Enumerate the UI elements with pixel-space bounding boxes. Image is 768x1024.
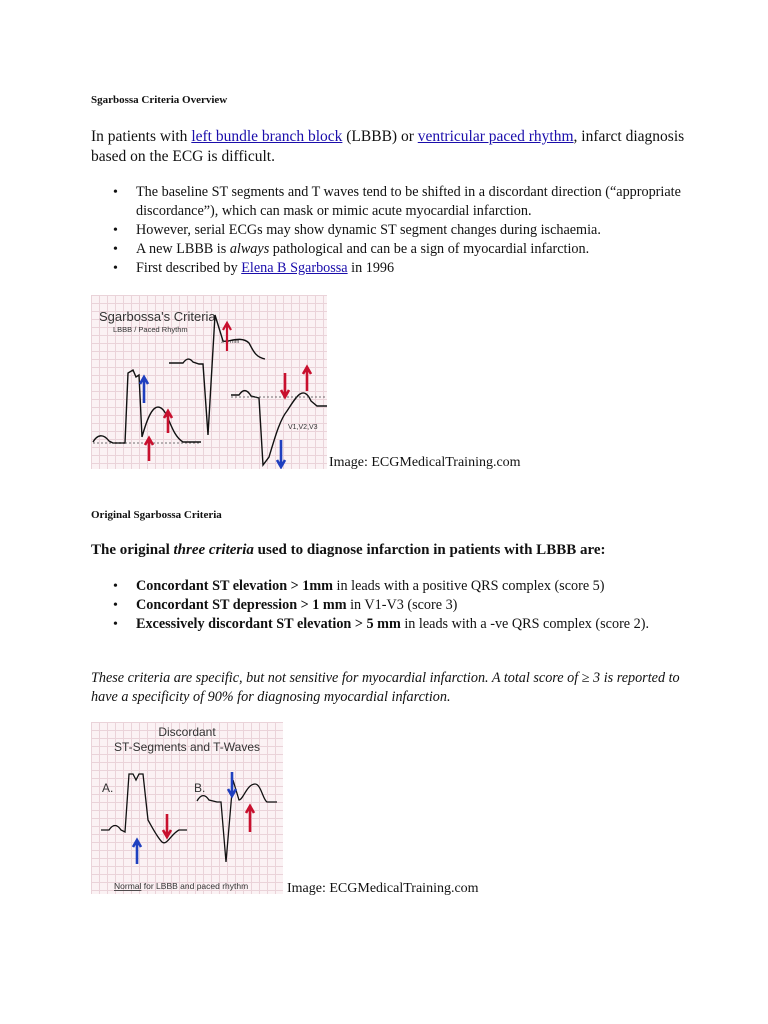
- discordant-st-ecg-image: [91, 722, 283, 894]
- overview-bullet-list: [91, 183, 681, 278]
- ecg-trace-a: [101, 774, 187, 843]
- list-item: [91, 577, 681, 596]
- emphasis-always: always: [229, 241, 270, 257]
- figure2-title-line1: Discordant: [158, 725, 216, 739]
- red-up-arrow: [145, 438, 153, 461]
- list-item: • The baseline ST segments and T waves tend to be shifted in a discordant direction (“appropriate discordance”), which can mask or mimic acute myocardial infarction.: [91, 183, 681, 221]
- red-down-arrow: [281, 373, 289, 397]
- figure1-leads-label: V1,V2,V3: [288, 424, 318, 431]
- link-elena-b-sgarbossa[interactable]: Elena B Sgarbossa: [241, 260, 348, 276]
- list-item-text: in 1996: [347, 260, 395, 276]
- list-item-text: A new LBBB is: [136, 241, 230, 257]
- intro-text-post: , infarct diagnosis based on the ECG is difficult.: [91, 128, 685, 165]
- criteria-bullet-list: [91, 577, 681, 634]
- figure2-footer-rest: for LBBB and paced rhythm: [141, 881, 249, 891]
- figure1-subtitle: LBBB / Paced Rhythm: [113, 325, 188, 334]
- link-left-bundle-branch-block[interactable]: left bundle branch block: [191, 128, 343, 145]
- specificity-note: These criteria are specific, but not sensitive for myocardial infarction. A total score of ≥ 3 is reported to have a specificity of 90% for diagnosing myocardial infarction.: [91, 670, 680, 705]
- sgarbossa-criteria-ecg-image: [91, 295, 327, 469]
- list-item-text: First described by: [136, 260, 242, 276]
- lead-text-post: used to diagnose infarction in patients with LBBB are:: [253, 542, 606, 558]
- list-item: [91, 615, 681, 634]
- red-up-arrow: [303, 367, 311, 391]
- intro-text-pre: In patients with: [91, 128, 192, 145]
- criterion-detail: in leads with a positive QRS complex (score 5): [333, 578, 605, 594]
- criteria-lead-sentence: [91, 540, 691, 560]
- link-ventricular-paced-rhythm[interactable]: ventricular paced rhythm: [417, 128, 574, 145]
- list-item: [91, 259, 681, 278]
- ecg-trace-b: [197, 780, 277, 862]
- figure2-footer-normal: Normal: [114, 881, 142, 891]
- list-item-text: pathological and can be a sign of myocardial infarction.: [269, 241, 590, 257]
- red-up-arrow: [164, 411, 172, 433]
- criterion-detail: in leads with a -ve QRS complex (score 2).: [400, 616, 650, 632]
- blue-up-arrow: [140, 377, 148, 403]
- figure1-title: Sgarbossa's Criteria: [99, 309, 216, 324]
- criterion-title: Excessively discordant ST elevation > 5 mm: [136, 616, 401, 632]
- list-item-text: However, serial ECGs may show dynamic ST segment changes during ischaemia.: [136, 222, 601, 238]
- red-down-arrow: [163, 814, 171, 837]
- list-item: [91, 240, 681, 259]
- figure2-label-a: A.: [102, 781, 114, 795]
- emphasis-three-criteria: three criteria: [173, 542, 254, 558]
- red-up-arrow: [223, 323, 231, 351]
- intro-paragraph: [91, 127, 691, 167]
- figure2-footer: [114, 881, 248, 891]
- list-item: [91, 596, 681, 615]
- criterion-detail: in V1-V3 (score 3): [346, 597, 458, 613]
- figure2-caption: Image: ECGMedicalTraining.com: [287, 881, 479, 896]
- list-item: [91, 221, 681, 240]
- ecg-drawing: [91, 722, 283, 894]
- ecg-drawing: [91, 295, 327, 469]
- section-heading-original-criteria: Original Sgarbossa Criteria: [91, 509, 222, 521]
- figure1-measure-label: ≥ 5 mm: [221, 339, 240, 345]
- criterion-title: Concordant ST depression > 1 mm: [136, 597, 347, 613]
- lead-text-pre: The original: [91, 542, 174, 558]
- figure2-title-line2: ST-Segments and T-Waves: [113, 740, 261, 754]
- blue-down-arrow: [277, 440, 285, 467]
- red-up-arrow: [246, 806, 254, 832]
- figure2-label-b: B.: [194, 781, 206, 795]
- section-heading-overview: Sgarbossa Criteria Overview: [91, 94, 228, 106]
- blue-up-arrow: [133, 840, 141, 864]
- criterion-title: Concordant ST elevation > 1mm: [136, 578, 333, 594]
- figure1-caption: Image: ECGMedicalTraining.com: [329, 455, 521, 470]
- intro-text-mid: (LBBB) or: [342, 128, 418, 145]
